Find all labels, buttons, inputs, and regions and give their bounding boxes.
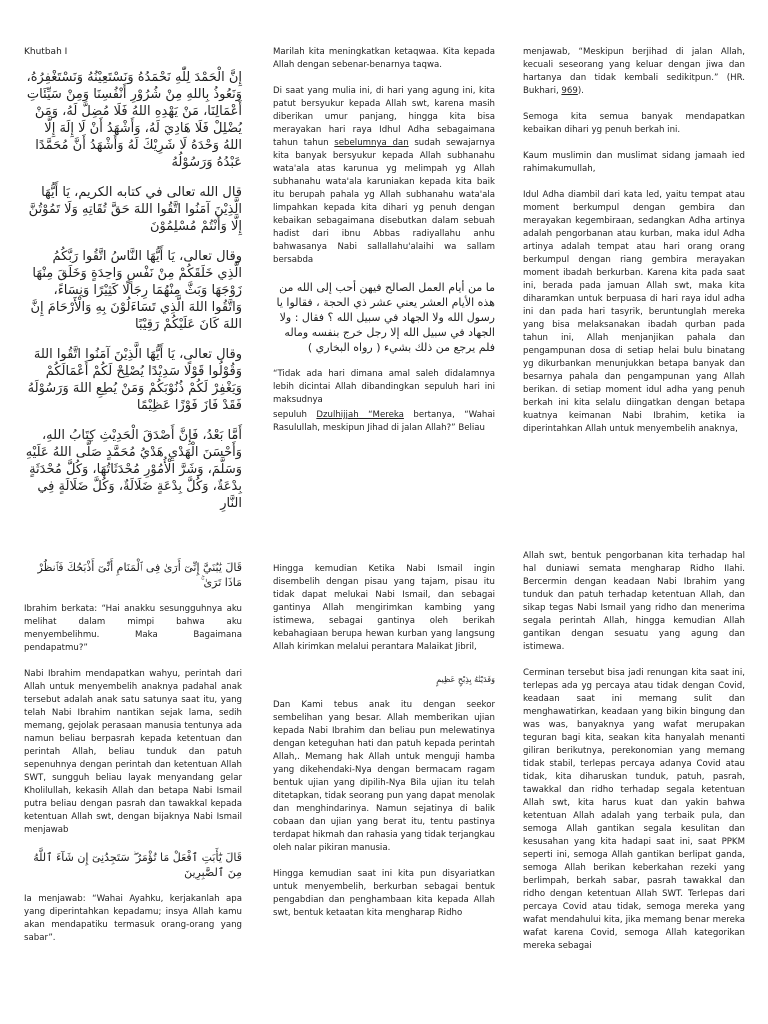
paragraph: Kaum muslimin dan muslimat sidang jamaah ied rahimakumullah, <box>523 151 745 174</box>
paragraph: Allah swt, bentuk pengorbanan kita terhadap hal hal duniawi semata mengharap Ridho Ilahi. Bercermin dengan keadaan Nabi Ibrahim yang tunduk dan patuh terhadap ketentuan Allah, dan sikap tegas Nabi Ismail yang ridho dan menerima segala perintah Allah, hingga kemudian Allah gantikan dengan sesuatu yang agung dan istimewa. <box>523 551 745 652</box>
text-run: sepuluh <box>273 410 317 420</box>
arabic-verse-2: وقال تعالى، يَا أَيُّهَا النَّاسُ اتَّقُوا رَبَّكُمُ الَّذِي خَلَقَكُمْ مِنْ نَفْسٍ وَاحِدَةٍ وَخَلَقَ مِنْهَا زَوْجَهَا وَبَثَّ مِنْهُمَا رِجَالًا كَثِيْرًا وَنِسَاءً، وَاتَّقُوا اللهَ الَّذِي تَسَاءَلُوْنَ بِهِ وَالْأَرْحَامَ إِنَّ اللهَ كَانَ عَلَيْكُمْ رَقِيْبًا <box>30 249 242 332</box>
arabic-verse-3: وقال تعالى، يَا أَيُّهَا الَّذِيْنَ آمَنُوا اتَّقُوا اللهَ وَقُوْلُوا قَوْلًا سَدِيْدًا يُصْلِحْ لَكُمْ أَعْمَالَكُمْ وَيَغْفِرْ لَكُمْ ذُنُوْبَكُمْ وَمَنْ يُطِعِ اللهَ وَرَسُوْلَهُ فَقَدْ فَازَ فَوْزًا عَظِيْمًا <box>27 347 242 413</box>
paragraph: Marilah kita meningkatkan ketaqwaa. Kita kepada Allah dengan sebenar-benarnya taqwa. <box>273 47 495 70</box>
page2-column-1 <box>24 560 242 958</box>
underlined-text: Dzulhijjah “Mereka <box>316 410 404 420</box>
arabic-opening: إِنَّ الْحَمْدَ لِلّٰهِ نَحْمَدُهُ وَنَسْتَعِيْنُهُ وَنَسْتَغْفِرُهُ، وَنَعُوذُ بِاللهِ مِنْ شُرُوْرِ أَنْفُسِنَا وَمِنْ سَيِّئَاتِ أَعْمَالِنَا، مَنْ يَهْدِهِ اللهُ فَلَا مُضِلَّ لَهُ، وَمَنْ يُضْلِلْ فَلَا هَادِيَ لَهُ، وَأَشْهَدُ أَنْ لَا إِلَهَ إِلَّا اللهُ وَحْدَهُ لَا شَرِيْكَ لَهُ وَأَشْهَدُ أَنَّ مُحَمَّدًا عَبْدُهُ وَرَسُوْلُهُ <box>26 70 242 170</box>
paragraph: Hingga kemudian saat ini kita pun disyariatkan untuk menyembelih, berkurban sebagai bentuk pengabdian dan penghambaan kita kepada Allah swt, bentuk ketaatan kita mengharap Ridho <box>273 869 495 918</box>
paragraph <box>523 46 745 98</box>
text-run: sudah sewajarnya kita banyak bersyukur kepada Allah subhanahu wata'ala atas karunua yg melimpah yg Allah subhanahu wata'ala karuniakan kepada kita baik itu berupah pahala yg Allah subhanahu wata'ala limpahkan kepada kita dihari yg penuh dengan kebaikan sebagaimana disebutkan dalam sebuah hadist dari ibnu Abbas radiyallahu anhu bahwasanya Nabi sallallahu'alaihi wa sallam bersabda <box>273 138 495 265</box>
arabic-verse-1: قال الله تعالى في كتابه الكريم، يَا أَيُّهَا الَّذِيْنَ آمَنُوا اتَّقُوا اللهَ حَقَّ تُقَاتِهِ وَلَا تَمُوْتُنَّ إِلَّا وَأَنْتُمْ مُسْلِمُوْنَ <box>28 185 242 234</box>
page2-column-3 <box>523 550 745 966</box>
paragraph: Ibrahim berkata: “Hai anakku sesungguhnya aku melihat dalam mimpi bahwa aku menyembelihmu. Maka Bagaimana pendapatmu?” <box>24 604 242 653</box>
page1-column-3 <box>523 46 745 449</box>
paragraph: Semoga kita semua banyak mendapatkan kebaikan dihari yg penuh berkah ini. <box>523 112 745 135</box>
paragraph <box>273 85 495 267</box>
page1-column-1 <box>24 46 242 525</box>
paragraph: “Tidak ada hari dimana amal saleh didalamnya lebih dicintai Allah dibandingkan sepuluh hari ini maksudnya <box>273 369 495 405</box>
arabic-verse-sacrifice: وَفَدَيْنَٰهُ بِذِبْحٍ عَظِيمٍ <box>436 675 495 684</box>
paragraph: Hingga kemudian Ketika Nabi Ismail ingin disembelih dengan pisau yang tajam, pisau itu tidak dapat melukai Nabi Ismail, dan sebagai gantinya Allah mengirimkan kambing yang istimewa, sebagai gantinya oleh berikah kebahagiaan berupa hewan kurban yang langsung Allah kirimkan melalui perantara Malaikat Jibril, <box>273 564 495 652</box>
text-run: bertanya, “Wahai Rasulullah, meskipun Jihad di jalan Allah?” Beliau <box>273 410 495 433</box>
arabic-verse-ismail: قَالَ يَٰٓأَبَتِ ٱفْعَلْ مَا تُؤْمَرُ ۖ سَتَجِدُنِىٓ إِن شَآءَ ٱللَّهُ مِنَ ٱلصَّٰبِرِينَ <box>33 851 242 879</box>
text-run: menjawab, “Meskipun berjihad di jalan Allah, kecuali seseorang yang keluar dengan jiwa dan hartanya dan tidak kembali sedikitpun.” (HR. Bukhari, <box>523 47 745 96</box>
underlined-text: sebelumnya dan <box>334 138 409 148</box>
paragraph: Cerminan tersebut bisa jadi renungan kita saat ini, terlepas ada yg percaya atau tidak dengan Covid, keadaan saat ini memang sulit dan menghawatirkan, keadaan yang bikin bingung dan was was, banyaknya yang wafat merupakan teguran bagi kita, seakan kita hanyalah menanti giliran berikutnya, perekonomian yang memang tidak stabil, terlepas percaya adanya Covid atau tidak, kita diharuskan tunduk, patuh, pasrah, tawakkal dan ridho terhadap segala ketentuan Allah swt, kita harus kuat dan yakin bahwa ketentuan Allah adalah yang terbaik pula, dan semoga Allah gantikan segala kesulitan dan kesusahan yang kita hadapi saat ini, saat PPKM seperti ini, semoga Allah gantikan berlipat ganda, semoga Allah berikan keberkahan rezeki yang berlimpah, berkah sabar, pasrah tawakkal dan ridho dengan ketentuan Allah SWT. Terlepas dari percaya Covid atau tidak, semoga mereka yang wafat mendahului kita, jika memang benar mereka wafat karena Covid, semoga Allah kategorikan mereka sebagai <box>523 668 745 951</box>
hadith-number-link[interactable]: 969 <box>561 86 578 96</box>
khutbah-title: Khutbah I <box>24 47 68 57</box>
paragraph <box>273 409 495 435</box>
arabic-hadith: ما من أيام العمل الصالح فيهن أحب إلى الله من هذه الأيام العشر يعني عشر ذي الحجة ، فقالوا يا رسول الله ولا الجهاد في سبيل الله ؟ فقال : ولا الجهاد في سبيل الله إلا رجل خرج بنفسه وماله فلم يرجع من ذلك بشيء ( رواه البخاري ) <box>276 281 495 354</box>
page-divider <box>0 512 768 513</box>
paragraph: Dan Kami tebus anak itu dengan seekor sembelihan yang besar. Allah memberikan ujian kepada Nabi Ibrahim dan beliau pun melewatinya dengan keteguhan hati dan patuh kepada perintah Allah,. Memang hak Allah untuk menguji hamba yang dikehendaki-Nya dengan bermacam ragam bentuk ujian yang dipilih-Nya Bila ujian itu telah ditetapkan, tidak seorang pun yang dapat menolak dan menghindarinya. Namun sejatinya di balik cobaan dan ujian yang berat itu, tentu pastinya terdapat hikmah dan rahasia yang tidak terjangkau oleh nalar pikiran manusia. <box>273 700 495 853</box>
paragraph: Ia menjawab: “Wahai Ayahku, kerjakanlah apa yang diperintahkan kepadamu; insya Allah kamu akan mendapatiku termasuk orang-orang yang sabar”. <box>24 894 242 943</box>
arabic-amma-badu: أَمَّا بَعْدُ، فَإِنَّ أَصْدَقَ الْحَدِيْثِ كِتَابُ اللهِ، وَأَحْسَنَ الْهَدْيِ هَدْيُ مُحَمَّدٍ صَلَّى اللهُ عَلَيْهِ وَسَلَّمَ، وَشَرَّ الْأُمُوْرِ مُحْدَثَاتُهَا، وَكُلَّ مُحْدَثَةٍ بِدْعَةٌ، وَكُلَّ بِدْعَةٍ ضَلَالَةٌ، وَكُلَّ ضَلَالَةٍ فِي النَّارِ <box>25 428 242 511</box>
arabic-verse-ibrahim: قَالَ يَٰبُنَيَّ إِنِّىٓ أَرَىٰ فِى ٱلْمَنَامِ أَنِّىٓ أَذْبَحُكَ فَٱنظُرْ مَاذَا تَرَىٰ ۚ <box>37 561 242 589</box>
page1-column-2 <box>273 46 495 448</box>
paragraph: Nabi Ibrahim mendapatkan wahyu, perintah dari Allah untuk menyembelih anaknya padahal anak tersebut adalah anak satu satunya saat itu, yang telah Nabi Ibrahim nantikan sejak lama, sedih memang, gejolak perasaan manusia tentunya ada namun beliau berpasrah kepada ketentuan dan perintah Allah, beliau tunduk dan patuh sepenuhnya dengan perintah dan ketentuan Allah SWT, sungguh beliau layak menyandang gelar Kholilullah, kekasih Allah dan betapa Nabi Ismail putra beliau dengan pasrah dan tawakkal kepada ketentuan Allah swt, dengan bijaknya Nabi Ismail menjawab <box>24 669 242 835</box>
text-run: Di saat yang mulia ini, di hari yang agung ini, kita patut bersyukur kepada Allah swt, karena masih diberikan umur panjang, hingga kita bisa merayakan hari raya Idhul Adha sebagaimana tahun tahun <box>273 86 495 148</box>
text-run: ). <box>577 86 584 96</box>
page2-column-2 <box>273 563 495 933</box>
paragraph: Idul Adha diambil dari kata led, yaitu tempat atau moment berkumpul dengan gembira dan merayakan kegembiraan, sedangkan Adha artinya adalah pengorbanan atau kurban, maka idul Adha artinya adalah tempat atau hari orang orang berkumpul dengan riang gembira merayakan moment ibadah berkurban. Karena kita pada saat ini, berada pada jamuan Allah swt, maka kita diharamkan untuk berpuasa di hari raya idul adha ini dan pada hari tasyrik, beruntunglah mereka yang bisa melaksanakan ibadah qurban pada tahun ini, Allah menjanjikan pahala dan pengampunan dosa di setiap helai bulu binatang yg dikurbankan menunjukkan betapa banyak dan besarnya pahala dan pengampunan yang Allah berikan. di setiap moment idul adha yang penuh berkah ini kita selalu diingatkan dengan betapa kuatnya keimanan Nabi Ibrahim, ketika ia diperintahkan Allah untuk menyembelih anaknya, <box>523 190 745 434</box>
